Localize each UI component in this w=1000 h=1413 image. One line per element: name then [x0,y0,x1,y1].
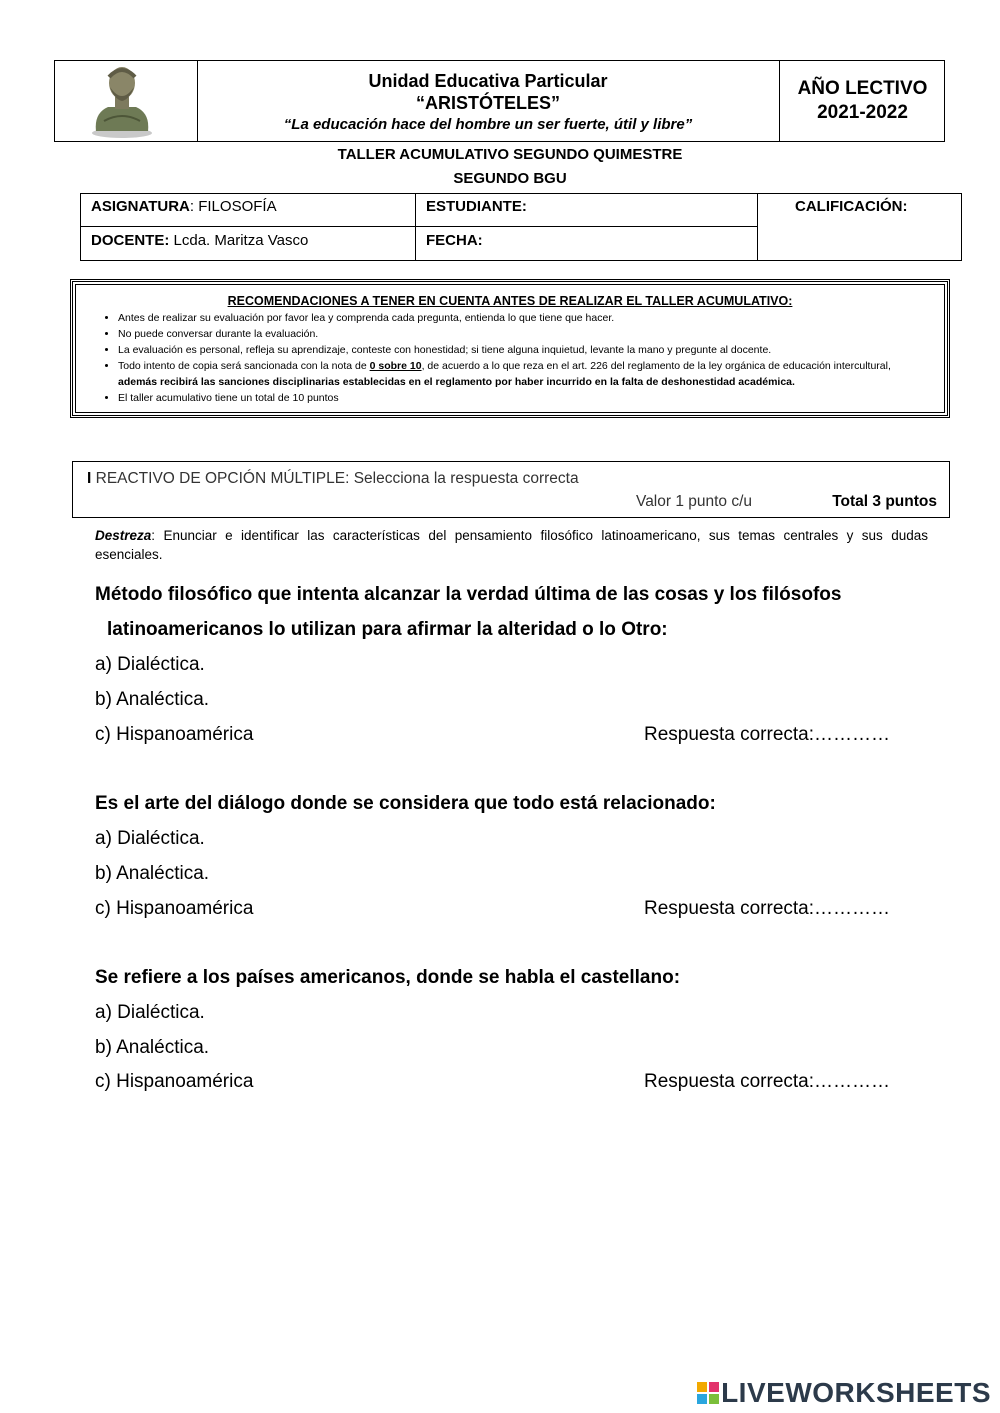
teacher-value: Lcda. Maritza Vasco [169,232,309,249]
date-field[interactable]: FECHA: [416,227,758,260]
question-3-option-a[interactable]: a) Dialéctica. [95,1002,205,1023]
recommendation-item: • Todo intento de copia será sancionada con la nota de 0 sobre 10, de acuerdo a lo que reza en el art. 226 del reglamento de la ley orgánica de educación intercultural, además recibirá las sanciones disciplinarias establecidas en el reglamento por haber incurrido en la falta de deshonestidad académica. [118,358,934,390]
recommendation-item: • La evaluación es personal, refleja su aprendizaje, conteste con honestidad; si tiene alguna inquietud, levante la mano y pregunte al docente. [118,342,934,358]
question-1-line1: Método filosófico que intenta alcanzar la verdad última de las cosas y los filósofos [95,584,842,605]
student-info-table [80,193,962,261]
year-value: 2021-2022 [817,102,908,123]
question-3-option-b[interactable]: b) Analéctica. [95,1037,210,1058]
subject-label: ASIGNATURA [91,198,190,215]
question-1-option-a[interactable]: a) Dialéctica. [95,654,205,675]
question-3-option-c[interactable]: c) Hispanoamérica [95,1071,254,1092]
logo-cell [55,61,198,141]
question-2-option-c[interactable]: c) Hispanoamérica [95,898,254,919]
school-name-cell [198,61,778,141]
recommendation-item: • Antes de realizar su evaluación por favor lea y comprenda cada pregunta, entienda lo que tiene que hacer. [118,310,934,326]
question-1-answer-field[interactable]: Respuesta correcta:………… [644,724,891,745]
year-label: AÑO LECTIVO [797,78,928,99]
section-total: Total 3 puntos [832,493,937,510]
section-title: I REACTIVO DE OPCIÓN MÚLTIPLE: Selecciona la respuesta correcta [87,470,579,487]
question-2-answer-field[interactable]: Respuesta correcta:………… [644,898,891,919]
section-value: Valor 1 punto c/u [636,493,753,510]
teacher-label: DOCENTE: [91,232,170,249]
recommendations-list [76,310,944,406]
section-header [72,461,950,518]
question-2-text: Es el arte del diálogo donde se considera que todo está relacionado: [95,793,716,814]
question-1-line2: latinoamericanos lo utilizan para afirmar la alteridad o lo Otro: [107,619,668,640]
liveworksheets-icon [697,1382,719,1404]
workshop-title: TALLER ACUMULATIVO SEGUNDO QUIMESTRE [337,146,683,163]
question-3-text: Se refiere a los países americanos, donde se habla el castellano: [95,967,681,988]
destreza-text: Destreza: Enunciar e identificar las características del pensamiento filosófico latinoamericano, sus temas centrales y sus dudas esenciales. [95,528,928,562]
recommendations-title: RECOMENDACIONES A TENER EN CUENTA ANTES DE REALIZAR EL TALLER ACUMULATIVO: [227,294,793,308]
grade-field: CALIFICACIÓN: [795,198,908,215]
teacher-cell [81,227,416,260]
recommendation-item: • No puede conversar durante la evaluación. [118,326,934,342]
recommendations-box [70,279,950,418]
subject-cell [81,194,416,227]
school-name-line1: Unidad Educativa Particular [368,71,608,91]
school-header [54,60,945,142]
recommendation-item: • El taller acumulativo tiene un total de 10 puntos [118,390,934,406]
question-1-option-b[interactable]: b) Analéctica. [95,689,210,710]
question-2-option-b[interactable]: b) Analéctica. [95,863,210,884]
subject-value: : FILOSOFÍA [189,198,277,215]
question-1-option-c[interactable]: c) Hispanoamérica [95,724,254,745]
school-name-line2: “ARISTÓTELES” [415,93,560,113]
school-year-cell [779,61,945,141]
aristotle-bust-icon [82,61,162,141]
student-field[interactable]: ESTUDIANTE: [416,194,758,227]
question-3-answer-field[interactable]: Respuesta correcta:………… [644,1071,891,1092]
school-motto: “La educación hace del hombre un ser fuerte, útil y libre” [283,116,693,133]
liveworksheets-logo: LIVEWORKSHEETS [697,1377,991,1409]
question-2-option-a[interactable]: a) Dialéctica. [95,828,205,849]
workshop-subtitle: SEGUNDO BGU [453,170,567,187]
